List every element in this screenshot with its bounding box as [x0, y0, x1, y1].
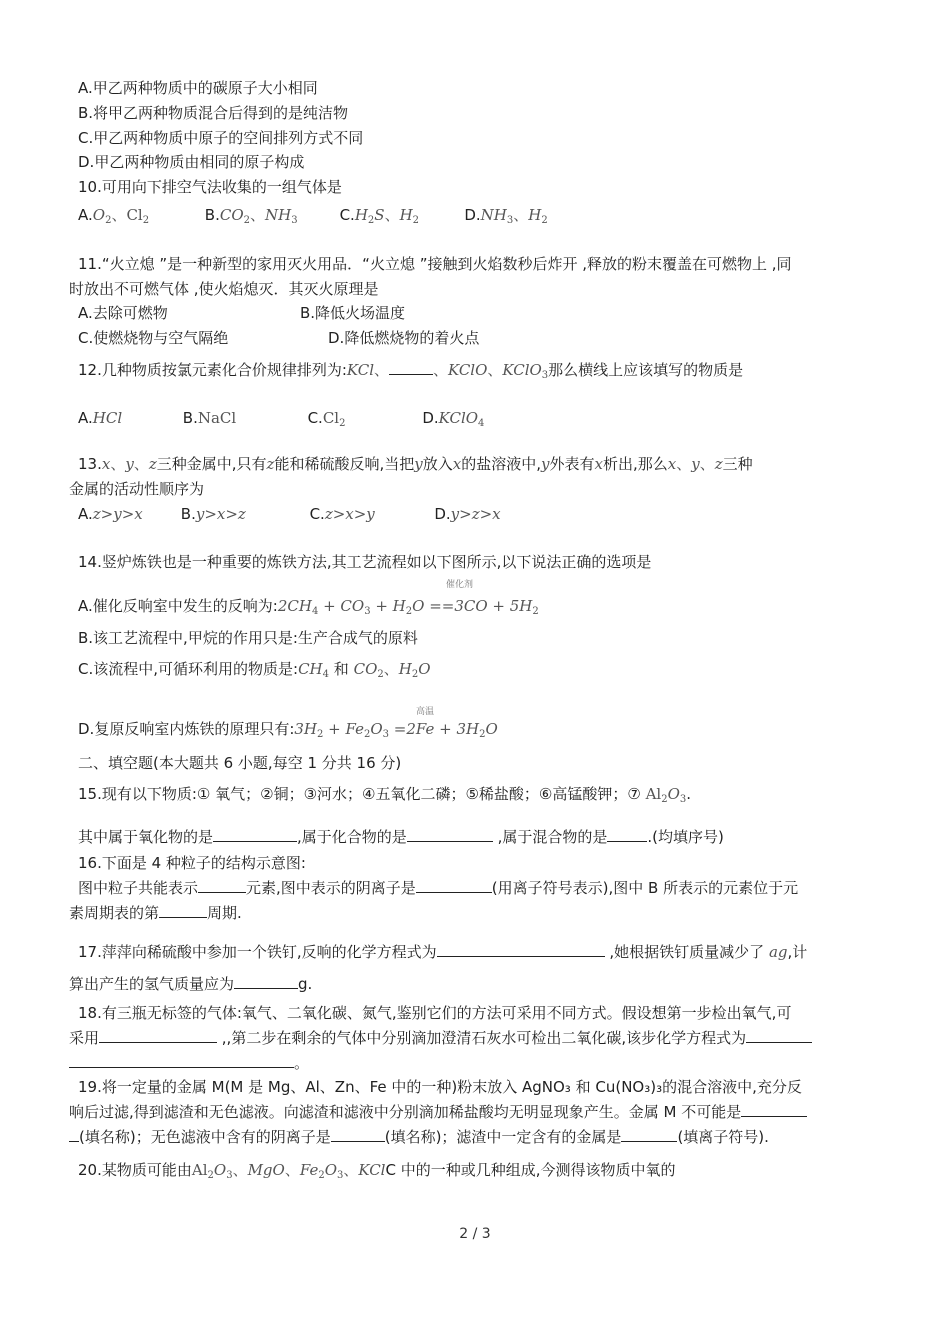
q19-line2: 响后过滤,得到滤渣和无色滤液。向滤渣和滤液中分别滴加稀盐酸均无明显现象产生。金属 M 不可能是: [69, 1102, 807, 1122]
q16-blank-anion[interactable]: [416, 878, 492, 893]
q12-option-a: A.HCl: [78, 409, 123, 427]
q15-blank-mixture[interactable]: [607, 827, 647, 842]
q11-option-d: D.降低燃烧物的着火点: [328, 329, 480, 347]
q17-line2: 算出产生的氢气质量应为 g.: [69, 975, 313, 993]
q9-option-b: B.将甲乙两种物质混合后得到的是纯洁物: [78, 104, 349, 122]
q17-blank-equation[interactable]: [437, 942, 605, 957]
q11-stem-line2: 时放出不可燃气体 ,使火焰熄灭．其灭火原理是: [69, 280, 379, 298]
q15-line2: 其中属于氧化物的是 ,属于化合物的是 ,属于混合物的是 .(均填序号): [78, 828, 724, 846]
q10-stem: 10.可用向下排空气法收集的一组气体是: [78, 178, 342, 196]
q16-line3: 素周期表的第 周期.: [69, 904, 242, 922]
q17-blank-mass[interactable]: [234, 974, 298, 989]
q18-blank-equation-part1[interactable]: [746, 1028, 812, 1043]
q18-line3: 。: [69, 1053, 309, 1073]
q15-blank-compound[interactable]: [407, 827, 493, 842]
q13-option-c: C.z>x>y: [309, 505, 375, 523]
q19-blank-metal-cont: [69, 1127, 79, 1142]
q14-a-catalyst-label: 催化剂: [446, 580, 474, 590]
q10-option-d: $D.NH_3$、$H_2$: [464, 206, 548, 226]
q20-stem: 20.某物质可能由$Al_2O_3$、MgO、$Fe_2O_3$、KClC 中的一种或几种组成,今测得该物质中氧的: [78, 1161, 676, 1181]
q15-stem: 15.现有以下物质:① 氧气；②铜；③河水；④五氧化二磷；⑤稀盐酸；⑥高锰酸钾；⑦ $Al_2O_3$.: [78, 785, 692, 805]
q11-option-a: A.去除可燃物: [78, 304, 168, 322]
q13-option-a: A.z>y>x: [78, 505, 143, 523]
q10-option-b: $B.CO_2$、$NH_3$: [204, 206, 298, 226]
q19-blank-metal[interactable]: [741, 1102, 807, 1117]
q16-blank-period[interactable]: [159, 903, 207, 918]
q13-stem-line1: 13.x、y、z三种金属中,只有z能和稀硫酸反响,当把y放入x的盐溶液中,y外表有x析出,那么x、y、z三种: [78, 455, 753, 473]
q12-options: [78, 408, 484, 434]
q13-stem-line2: 金属的活动性顺序为: [69, 480, 205, 498]
q14-d-heat-label: 高温: [416, 707, 435, 717]
section-title: 二、填空题(本大题共 6 小题,每空 1 分共 16 分): [78, 754, 402, 772]
q16-line2: 图中粒子共能表示 元素,图中表示的阴离子是 (用离子符号表示),图中 B 所表示的元素位于元: [78, 879, 799, 897]
q9-option-a: A.甲乙两种物质中的碳原子大小相同: [78, 79, 318, 97]
q19-blank-residue[interactable]: [621, 1127, 677, 1142]
q12-option-c: $C.Cl_2$: [307, 409, 346, 429]
q11-stem-line1: 11.“火立熄 ”是一种新型的家用灭火用品．“火立熄 ”接触到火焰数秒后炸开 ,释放的粉末覆盖在可燃物上 ,同: [78, 255, 792, 273]
q14-option-a: A.催化反响室中发生的反响为$:2CH_4 + CO_3 + H_2O ==3CO + 5H_2$ 催化剂: [78, 596, 539, 622]
q9-option-c: C.甲乙两种物质中原子的空间排列方式不同: [78, 129, 364, 147]
q11-option-b: B.降低火场温度: [300, 304, 406, 322]
q14-option-d: D.复原反响室内炼铁的原理只有$:3H_2 + Fe_2O_3 =2Fe + 3H_2O$ 高温: [78, 719, 498, 745]
q15-blank-oxide[interactable]: [213, 827, 297, 842]
q19-line1: 19.将一定量的金属 M(M 是 Mg、Al、Zn、Fe 中的一种)粉末放入 AgNO₃ 和 Cu(NO₃)₃的混合溶液中,充分反: [78, 1078, 802, 1096]
q12-option-d: D.KClO$_4$: [422, 409, 485, 429]
q12-option-b: B.NaCl: [182, 409, 237, 427]
q16-blank-elements[interactable]: [198, 878, 246, 893]
q10-options: [78, 205, 548, 231]
q11-option-c: C.使燃烧物与空气隔绝: [78, 329, 229, 347]
q19-line3: (填名称)；无色滤液中含有的阴离子是 (填名称)；滤渣中一定含有的金属是 (填离子符号).: [69, 1127, 769, 1147]
page-number: 2 / 3: [459, 1226, 491, 1242]
q14-option-b: B.该工艺流程中,甲烷的作用只是:生产合成气的原料: [78, 629, 418, 647]
q18-line1: 18.有三瓶无标签的气体:氧气、二氧化碳、氮气,鉴别它们的方法可采用不同方式。假设想第一步检出氧气,可: [78, 1004, 792, 1022]
q16-stem: 16.下面是 4 种粒子的结构示意图:: [78, 854, 306, 872]
q11-options-ab: [78, 303, 405, 323]
q18-line2: 采用 ,,第二步在剩余的气体中分别滴加澄清石灰水可检出二氧化碳,该步化学方程式为: [69, 1028, 812, 1048]
q17-line1: 17.萍萍向稀硫酸中参加一个铁钉,反响的化学方程式为 ,她根据铁钉质量减少了 ag,计: [78, 943, 808, 961]
q12-stem: 12.几种物质按氯元素化合价规律排列为:KCl、 、KClO、KClO$_3$那么横线上应该填写的物质是: [78, 361, 744, 381]
q14-option-c: C.该流程中,可循环利用的物质是$:CH_4$ 和 $CO_2$、$H_2O$: [78, 660, 431, 680]
q9-option-d: D.甲乙两种物质由相同的原子构成: [78, 153, 305, 171]
q14-stem: 14.竖炉炼铁也是一种重要的炼铁方法,其工艺流程如以下图所示,以下说法正确的选项是: [78, 553, 652, 571]
q18-blank-equation-part2[interactable]: [69, 1053, 294, 1068]
q18-blank-method[interactable]: [99, 1028, 217, 1043]
q10-option-c: $C.H_2S$、$H_2$: [339, 206, 420, 226]
q13-option-b: B.y>x>z: [180, 505, 246, 523]
q13-options: [78, 504, 501, 524]
q19-blank-anion[interactable]: [331, 1127, 385, 1142]
q10-option-a: $A.O_2$、$Cl_2$: [78, 206, 150, 226]
q11-options-cd: [78, 328, 479, 348]
q13-option-d: D.y>z>x: [434, 505, 501, 523]
